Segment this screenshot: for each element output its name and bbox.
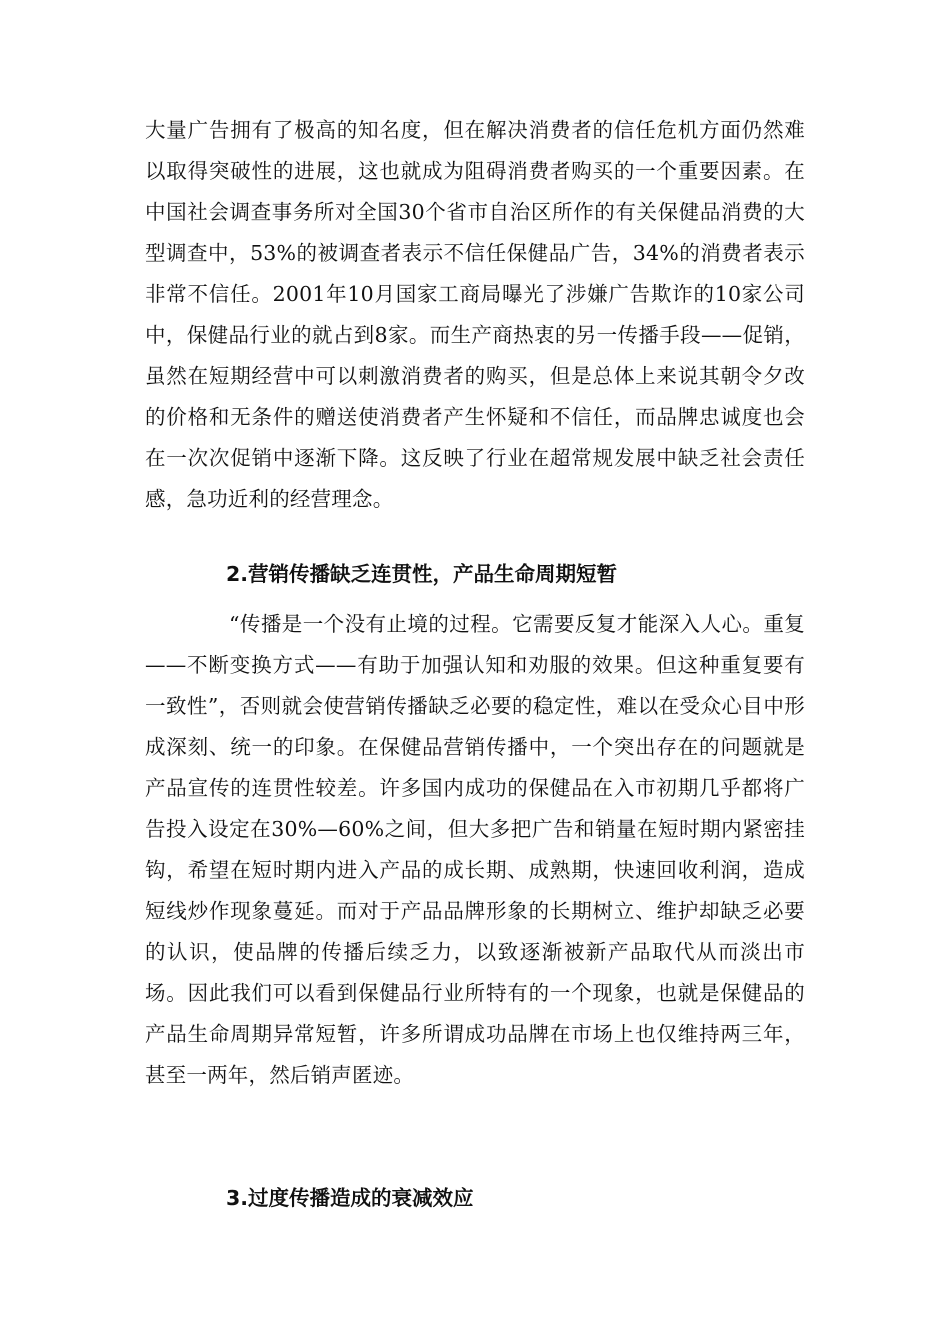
- body-paragraph-continuity: “传播是一个没有止境的过程。它需要反复才能深入人心。重复——不断变换方式——有助于加强认知和劝服的效果。但这种重复要有一致性”，否则就会使营销传播缺乏必要的稳定性，难以在受众心目中形成深刻、统一的印象。在保健品营销传播中，一个突出存在的问题就是产品宣传的连贯性较差。许多国内成功的保健品在入市初期几乎都将广告投入设定在30%—60%之间，但大多把广告和销量在短时期内紧密挂钩，希望在短时期内进入产品的成长期、成熟期，快速回收利润，造成短线炒作现象蔓延。而对于产品品牌形象的长期树立、维护却缺乏必要的认识，使品牌的传播后续乏力，以致逐渐被新产品取代从而淡出市场。因此我们可以看到保健品行业所特有的一个现象，也就是保健品的产品生命周期异常短暂，许多所谓成功品牌在市场上也仅维持两三年，甚至一两年，然后销声匿迹。: [145, 612, 805, 1087]
- section-heading-2: 2.营销传播缺乏连贯性，产品生命周期短暂: [226, 562, 618, 586]
- body-paragraph-trust-crisis: 大量广告拥有了极高的知名度，但在解决消费者的信任危机方面仍然难以取得突破性的进展，这也就成为阻碍消费者购买的一个重要因素。在中国社会调查事务所对全国30个省市自治区所作的有关保健品消费的大型调查中，53%的被调查者表示不信任保健品广告，34%的消费者表示非常不信任。2001年10月国家工商局曝光了涉嫌广告欺诈的10家公司中，保健品行业的就占到8家。而生产商热衷的另一传播手段——促销，虽然在短期经营中可以刺激消费者的购买，但是总体上来说其朝令夕改的价格和无条件的赠送使消费者产生怀疑和不信任，而品牌忠诚度也会在一次次促销中逐渐下降。这反映了行业在超常规发展中缺乏社会责任感，急功近利的经营理念。: [145, 118, 805, 511]
- section-heading-3: 3.过度传播造成的衰减效应: [226, 1186, 474, 1210]
